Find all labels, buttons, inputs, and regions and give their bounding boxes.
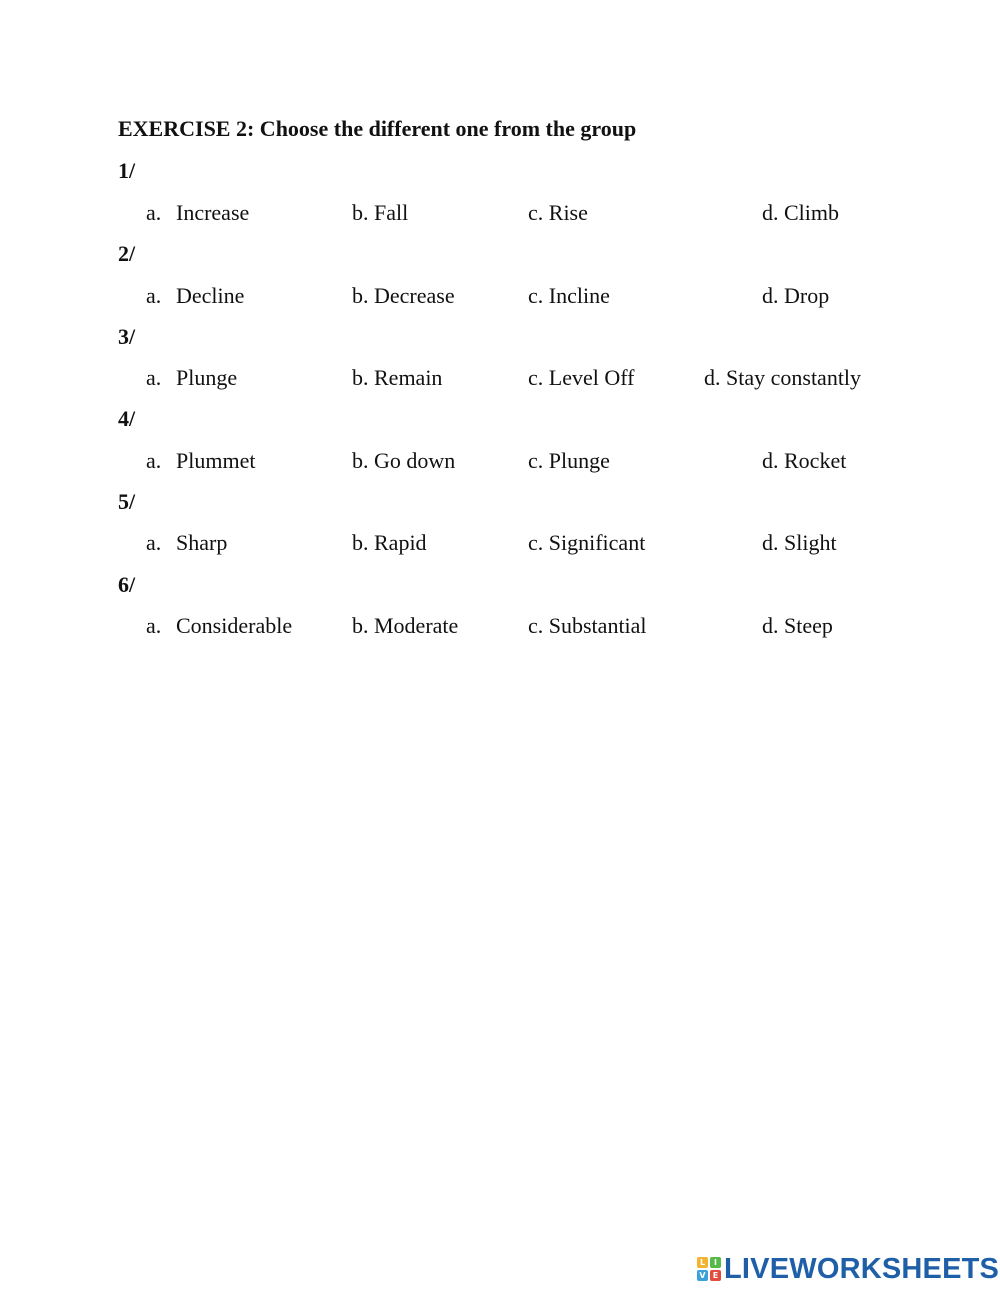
question-4-number: 4/ bbox=[118, 406, 136, 431]
question-1-option-b[interactable]: b. Fall bbox=[352, 200, 409, 225]
question-3-number: 3/ bbox=[118, 324, 136, 349]
question-5-option-c[interactable]: c. Significant bbox=[528, 530, 646, 555]
question-6-option-a[interactable]: Considerable bbox=[176, 613, 293, 638]
question-6-option-a-letter: a. bbox=[146, 613, 162, 638]
question-3-option-a[interactable]: Plunge bbox=[176, 365, 238, 390]
question-6-option-d[interactable]: d. Steep bbox=[762, 613, 833, 638]
question-6-number: 6/ bbox=[118, 572, 136, 597]
question-1-number: 1/ bbox=[118, 158, 136, 183]
question-5-option-d[interactable]: d. Slight bbox=[762, 530, 837, 555]
question-5-option-b[interactable]: b. Rapid bbox=[352, 530, 427, 555]
question-4-option-b[interactable]: b. Go down bbox=[352, 448, 456, 473]
logo-text: LIVEWORKSHEETS bbox=[724, 1252, 1000, 1285]
liveworksheets-blocks-icon: L I V E bbox=[697, 1257, 721, 1281]
question-2-option-a[interactable]: Decline bbox=[176, 283, 245, 308]
question-5-option-a-letter: a. bbox=[146, 530, 162, 555]
question-4-option-a[interactable]: Plummet bbox=[176, 448, 256, 473]
question-2-option-c[interactable]: c. Incline bbox=[528, 283, 610, 308]
question-4-option-d[interactable]: d. Rocket bbox=[762, 448, 847, 473]
question-1-option-d[interactable]: d. Climb bbox=[762, 200, 840, 225]
question-2-number: 2/ bbox=[118, 241, 136, 266]
exercise-title: EXERCISE 2: Choose the different one from the group bbox=[118, 116, 637, 141]
question-1-option-c[interactable]: c. Rise bbox=[528, 200, 588, 225]
question-6-option-c[interactable]: c. Substantial bbox=[528, 613, 647, 638]
question-2-option-a-letter: a. bbox=[146, 283, 162, 308]
question-5-option-a[interactable]: Sharp bbox=[176, 530, 228, 555]
question-1-option-a[interactable]: Increase bbox=[176, 200, 250, 225]
question-4-option-a-letter: a. bbox=[146, 448, 162, 473]
question-3-option-c[interactable]: c. Level Off bbox=[528, 365, 635, 390]
question-3-option-b[interactable]: b. Remain bbox=[352, 365, 443, 390]
question-1-option-a-letter: a. bbox=[146, 200, 162, 225]
question-5-number: 5/ bbox=[118, 489, 136, 514]
liveworksheets-logo bbox=[697, 1253, 999, 1285]
question-3-option-a-letter: a. bbox=[146, 365, 162, 390]
question-4-option-c[interactable]: c. Plunge bbox=[528, 448, 610, 473]
question-2-option-d[interactable]: d. Drop bbox=[762, 283, 830, 308]
question-6-option-b[interactable]: b. Moderate bbox=[352, 613, 459, 638]
question-2-option-b[interactable]: b. Decrease bbox=[352, 283, 455, 308]
question-3-option-d[interactable]: d. Stay constantly bbox=[704, 365, 862, 390]
